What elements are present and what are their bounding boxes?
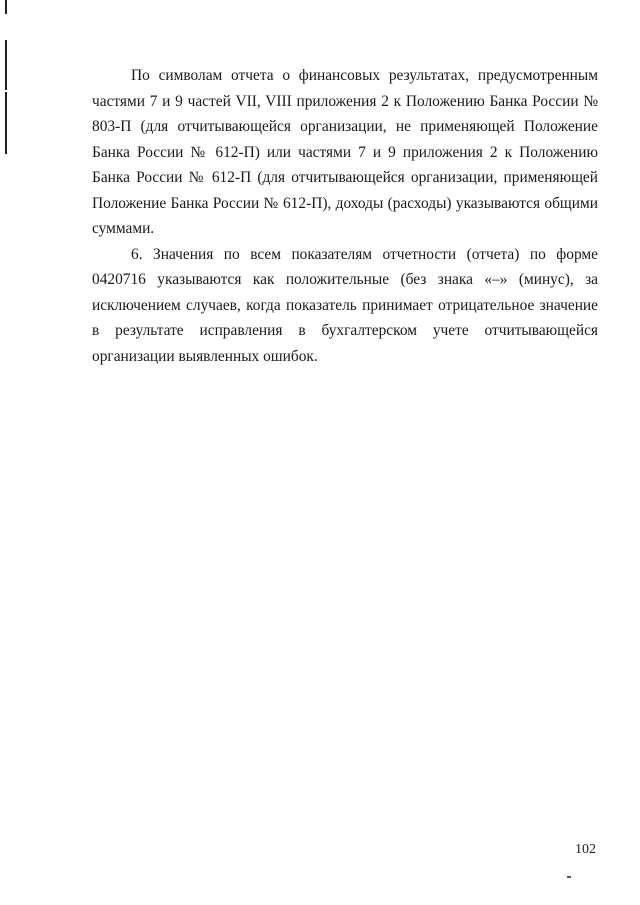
scan-edge-mark xyxy=(5,92,7,154)
paragraph-financial-results-symbols: По символам отчета о финансовых результатах, предусмотренным частями 7 и 9 частей VII, VIII приложения 2 к Положению Банка России № 803-П (для отчитывающейся организации, не применяющей Положение Банка России № 612-П) или частями 7 и 9 приложения 2 к Положению Банка России № 612-П (для отчитывающейся организации, применяющей Положение Банка России № 612-П), доходы (расходы) указываются общими суммами. xyxy=(92,67,598,237)
scan-edge-mark xyxy=(5,40,7,90)
scan-artifact-mark xyxy=(567,876,571,878)
scan-edge-mark xyxy=(5,0,7,14)
page-number: 102 xyxy=(575,842,596,857)
paragraph-6-indicator-values: 6. Значения по всем показателям отчетности (отчета) по форме 0420716 указываются как положительные (без знака «–» (минус), за исключением случаев, когда показатель принимает отрицательное значение в результате исправления в бухгалтерском учете отчитывающейся организации выявленных ошибок. xyxy=(92,245,598,365)
document-body xyxy=(92,63,598,369)
